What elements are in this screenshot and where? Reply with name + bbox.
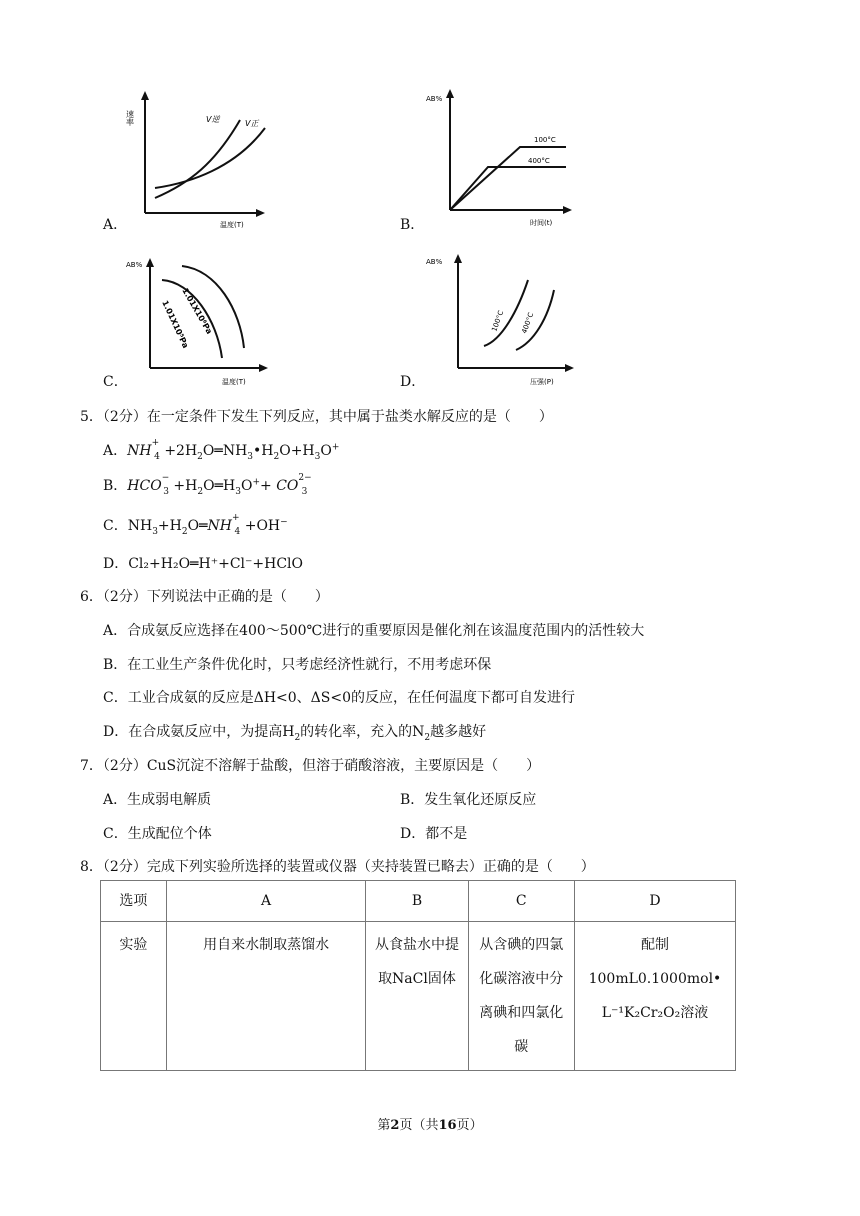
q8-header-option: 选项 [101, 881, 167, 922]
q6-option-c[interactable]: C．工业合成氨的反应是ΔH<0、ΔS<0的反应，在任何温度下都可自发进行 [103, 690, 576, 706]
q8-row-label: 实验 [101, 922, 167, 1071]
q5-stem: 5．（2分）在一定条件下发生下列反应，其中属于盐类水解反应的是（ ） [80, 409, 553, 425]
q6-option-b[interactable]: B．在工业生产条件优化时，只考虑经济性就行，不用考虑环保 [103, 657, 492, 673]
q7-option-c[interactable]: C．生成配位个体 [103, 826, 212, 842]
graph-c-ylabel: AB% [126, 261, 143, 269]
q8-cell-b: 从食盐水中提 取NaCl固体 [366, 922, 468, 1071]
graph-c-curve2-label: 1.01X10⁵Pa [160, 299, 191, 350]
graph-d-curve1-label: 100°C [490, 309, 506, 333]
q6-option-d[interactable]: D．在合成氨反应中，为提高$H_2$的转化率，充入的$N_2$越多越好 [103, 724, 487, 743]
graph-b-curve2-label: 400°C [528, 157, 550, 165]
page-footer: 第2页（共16页） [377, 1118, 483, 1133]
q7-option-b[interactable]: B．发生氧化还原反应 [400, 792, 537, 808]
q8-cell-d: 配制100mL0.1000mol• L⁻¹K₂Cr₂O₂溶液 [574, 922, 735, 1071]
q5-option-c[interactable]: C．$NH_3+H_2O═NH_{+4} +OH^-$ [103, 512, 288, 537]
graph-c-xlabel: 温度(T) [222, 378, 246, 386]
graph-d-ylabel: AB% [426, 258, 443, 266]
graph-c-label: C． [103, 374, 128, 390]
graph-d-curve-100 [484, 280, 528, 346]
graph-a-curve1-label: V逆 [206, 115, 220, 124]
graph-a-label: A． [103, 217, 128, 233]
q6-option-a[interactable]: A．合成氨反应选择在400～500℃进行的重要原因是催化剂在该温度范围内的活性较大 [103, 623, 645, 639]
q8-header-b: B [366, 881, 468, 922]
q8-table-header-row [101, 881, 736, 922]
q5-option-b[interactable]: B．$HCO_{-3}$ $+H_2O═H_3O^++ CO_{2-3}$ [103, 472, 312, 497]
graph-b-xlabel: 时间(t) [530, 219, 553, 227]
q7-option-a[interactable]: A．生成弱电解质 [103, 792, 212, 808]
q7-stem: 7．（2分）CuS沉淀不溶解于盐酸，但溶于硝酸溶液，主要原因是（ ） [80, 758, 541, 774]
graph-a-curve2-label: V正 [245, 119, 259, 128]
graph-d-label: D． [400, 374, 426, 390]
q8-table-experiment-row [101, 922, 736, 1071]
graph-b-ylabel: AB% [426, 95, 443, 103]
graph-b-curve1-label: 100°C [534, 136, 556, 144]
graph-a [120, 88, 280, 228]
q8-cell-c: 从含碘的四氯 化碳溶液中分 离碘和四氯化 碳 [468, 922, 574, 1071]
graph-a-curve-forward [155, 128, 265, 188]
q8-stem: 8．（2分）完成下列实验所选择的装置或仪器（夹持装置已略去）正确的是（ ） [80, 859, 595, 875]
graph-b-curve-400 [450, 167, 566, 210]
graph-d-curve2-label: 400°C [520, 311, 536, 335]
graph-d-xlabel: 压强(P) [530, 378, 554, 386]
graph-d [422, 250, 582, 390]
q7-option-d[interactable]: D．都不是 [400, 826, 468, 842]
graph-c [122, 250, 282, 390]
graph-a-xlabel: 温度(T) [220, 221, 244, 228]
q6-stem: 6．（2分）下列说法中正确的是（ ） [80, 589, 329, 605]
q8-header-d: D [574, 881, 735, 922]
q8-table [100, 880, 736, 1071]
graph-b-label: B． [400, 217, 425, 233]
q8-header-c: C [468, 881, 574, 922]
q5-option-d[interactable]: D．Cl₂+H₂O═H⁺+Cl⁻+HClO [103, 556, 303, 572]
q8-cell-a: 用自来水制取蒸馏水 [166, 922, 366, 1071]
graph-c-curve1-label: 1.01X10⁶Pa [180, 286, 214, 336]
q5-option-a[interactable]: A．$NH_{+4}$ $+2H_2O═NH_3•H_2O+H_3O^+$ [103, 437, 340, 462]
graph-a-ylabel: 速率 [125, 110, 135, 126]
q8-header-a: A [166, 881, 366, 922]
graph-b [420, 85, 580, 230]
